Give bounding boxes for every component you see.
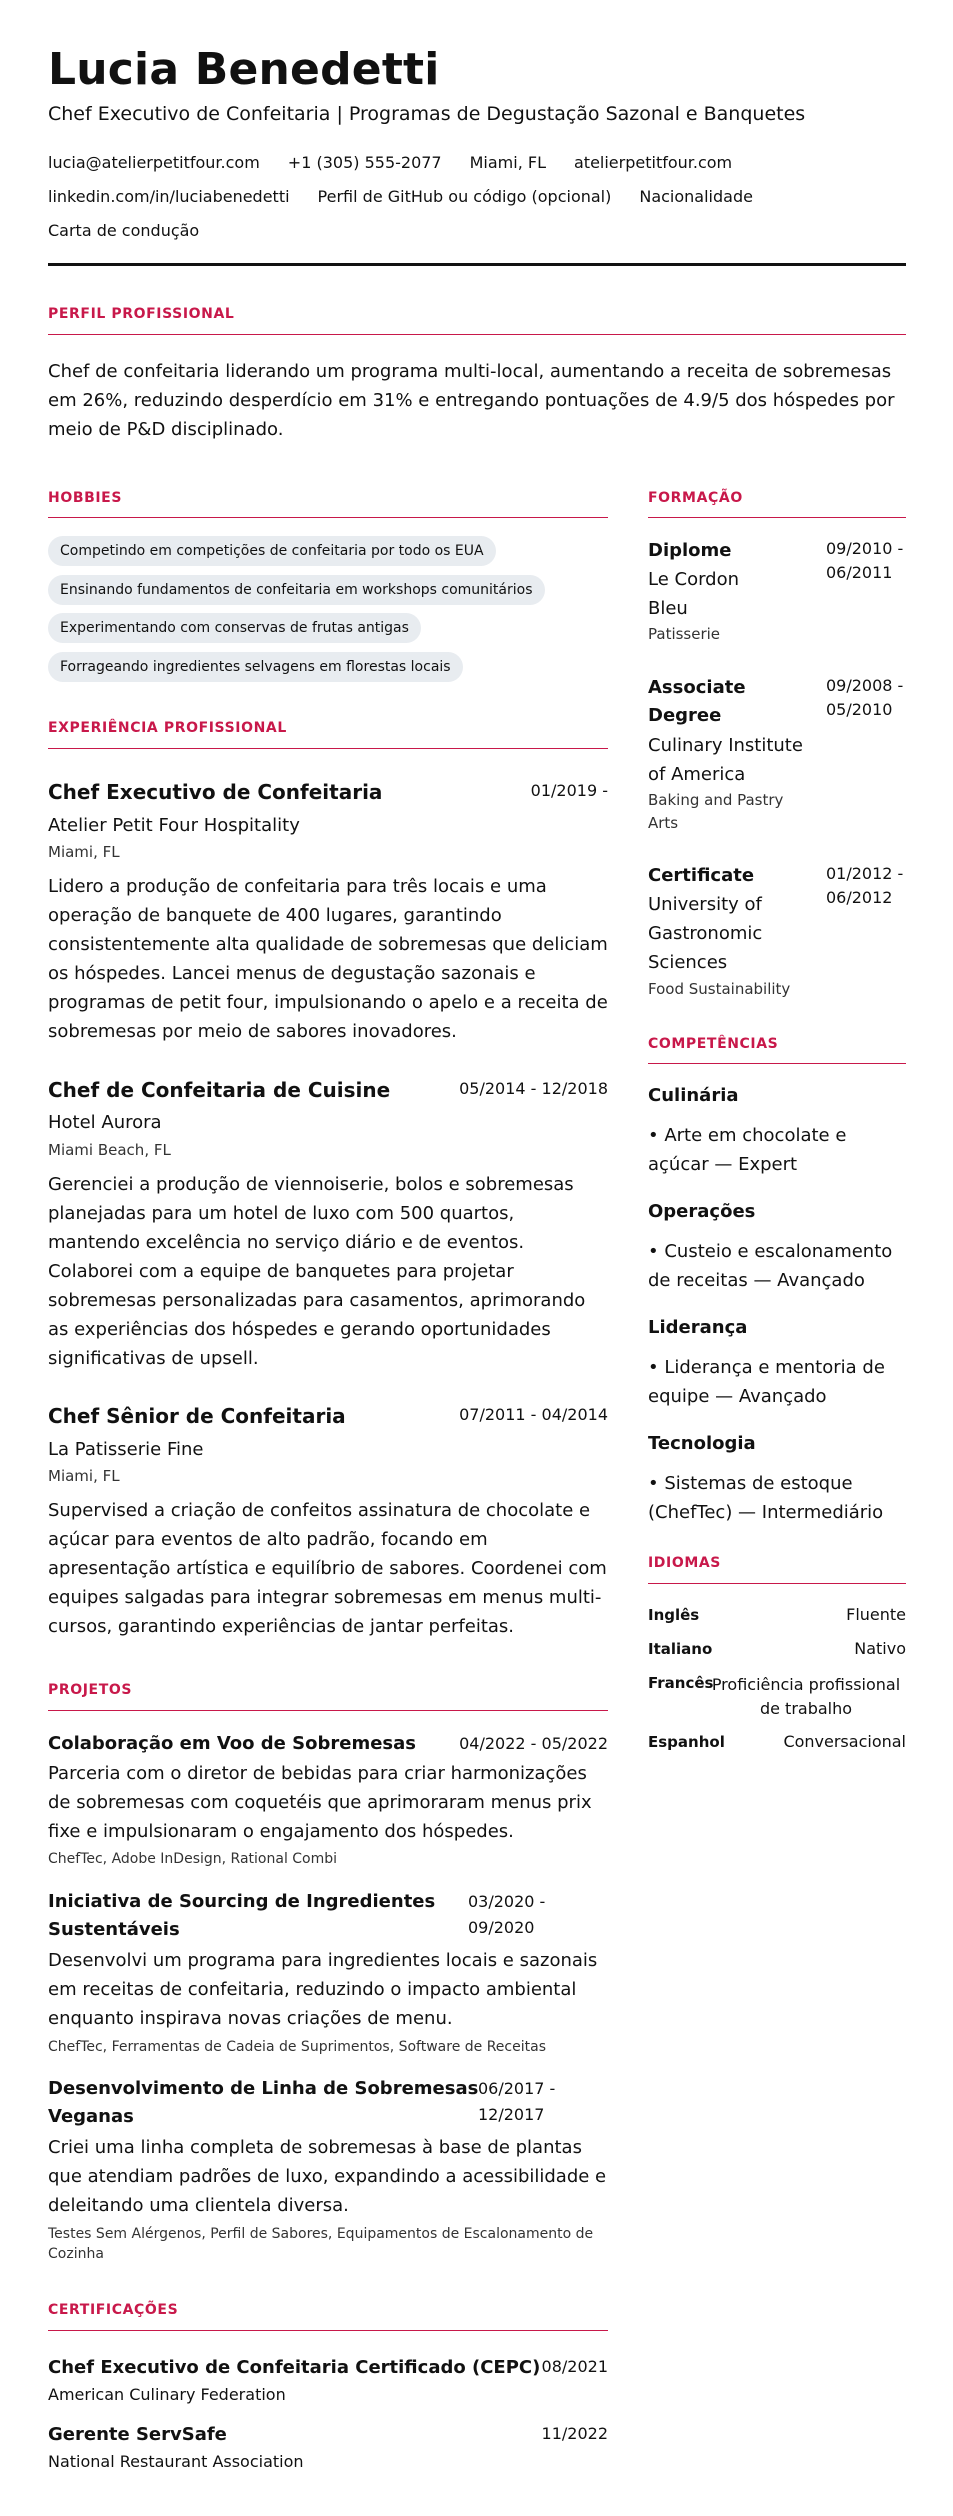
certification-title: Chef Executivo de Confeitaria Certificado (CEPC) [48,2357,541,2378]
competency-item: • Custeio e escalonamento de receitas — Avançado [648,1241,893,1291]
education-degree: Associate Degree [648,677,746,726]
project-tech: Testes Sem Alérgenos, Perfil de Sabores, Equipamentos de Escalonamento de Cozinha [48,2226,594,2262]
contact-nationality: Nacionalidade [639,187,753,206]
project-title: Iniciativa de Sourcing de Ingredientes Sustentáveis [48,1891,436,1940]
contact-email[interactable]: lucia@atelierpetitfour.com [48,153,260,172]
project-tech: ChefTec, Adobe InDesign, Rational Combi [48,1851,338,1867]
job-company: Atelier Petit Four Hospitality [48,815,300,836]
profile-section-title: PERFIL PROFISSIONAL [48,306,235,322]
experience-section-rule [48,748,608,749]
hobby-chip: Ensinando fundamentos de confeitaria em workshops comunitários [48,575,545,605]
job-date: 05/2014 - 12/2018 [459,1079,608,1098]
project-date: 06/2017 - 12/2017 [478,2079,556,2124]
language-level: Proficiência profissional de trabalho [711,1675,901,1718]
hobby-chip: Forrageando ingredientes selvagens em florestas locais [48,652,463,682]
competency-category: Liderança [648,1317,748,1338]
project-tech: ChefTec, Ferramentas de Cadeia de Suprimentos, Software de Receitas [48,2039,546,2055]
job-description: Supervised a criação de confeitos assinatura de chocolate e açúcar para eventos de alto padrão, focando em apresentação artística e equilíbrio de sabores. Coordenei com equipes salgadas para integrar sobremesas em menus multi-cursos, garantindo experiências de jantar perfeitas. [48,1500,607,1637]
competency-category: Tecnologia [648,1433,756,1454]
experience-section-title: EXPERIÊNCIA PROFISSIONAL [48,720,287,736]
education-school: Le Cordon Bleu [648,569,740,619]
job-location: Miami Beach, FL [48,1141,171,1159]
education-date: 09/2008 - 05/2010 [826,676,904,719]
education-degree: Certificate [648,865,755,886]
job-description: Lidero a produção de confeitaria para três locais e uma operação de banquete de 400 lugares, garantindo consistentemente alta qualidade de sobremesas que deliciam os hóspedes. Lancei menus de degustação sazonais e programas de petit four, impulsionando o apelo e a receita de sobremesas por meio de sabores inovadores. [48,876,608,1042]
language-name: Espanhol [648,1733,725,1751]
project-title: Desenvolvimento de Linha de Sobremesas Veganas [48,2078,479,2127]
education-date: 01/2012 - 06/2012 [826,864,904,907]
sidebar-column [648,0,906,2516]
language-level: Fluente [846,1605,906,1624]
job-location: Miami, FL [48,843,120,861]
contact-license: Carta de condução [48,221,200,240]
project-date: 04/2022 - 05/2022 [459,1734,608,1753]
education-school: Culinary Institute of America [648,735,803,785]
competencies-section-title: COMPETÊNCIAS [648,1036,779,1052]
job-title: Chef de Confeitaria de Cuisine [48,1078,391,1102]
competency-item: • Arte em chocolate e açúcar — Expert [648,1125,847,1175]
language-name: Italiano [648,1640,713,1658]
competency-category: Operações [648,1201,756,1222]
certification-date: 08/2021 [541,2357,608,2376]
education-school: University of Gastronomic Sciences [648,894,763,973]
project-description: Parceria com o diretor de bebidas para criar harmonizações de sobremesas com coquetéis que aprimoraram menus prix fixe e impulsionaram o engajamento dos hóspedes. [48,1763,592,1842]
contact-website[interactable]: atelierpetitfour.com [573,153,733,172]
job-date: 07/2011 - 04/2014 [459,1405,608,1424]
languages-section-title: IDIOMAS [648,1555,721,1571]
job-title: Chef Sênior de Confeitaria [48,1404,346,1428]
languages-section-rule [648,1583,906,1584]
education-field: Baking and Pastry Arts [648,791,784,832]
language-name: Inglês [648,1606,700,1624]
job-description: Gerenciei a produção de viennoiserie, bolos e sobremesas planejadas para um hotel de luxo com 500 quartos, mantendo excelência no serviço diário e de eventos. Colaborei com a equipe de banquetes para projetar sobremesas personalizadas para casamentos, aprimorando as experiências dos hóspedes e gerando oportunidades significativas de upsell. [48,1174,586,1369]
certification-title: Gerente ServSafe [48,2424,227,2445]
contact-github: Perfil de GitHub ou código (opcional) [317,187,612,206]
language-level: Conversacional [783,1732,906,1751]
certifications-section-title: CERTIFICAÇÕES [48,2302,179,2318]
education-field: Patisserie [648,625,721,643]
candidate-tagline: Chef Executivo de Confeitaria | Programas de Degustação Sazonal e Banquetes [48,103,806,125]
certification-org: National Restaurant Association [48,2452,304,2471]
competencies-section-rule [648,1063,906,1064]
education-degree: Diplome [648,540,732,561]
profile-summary: Chef de confeitaria liderando um programa multi-local, aumentando a receita de sobremesas em 26%, reduzindo desperdício em 31% e entregando pontuações de 4.9/5 dos hóspedes por meio de P&D disciplinado. [48,361,895,440]
competency-item: • Liderança e mentoria de equipe — Avançado [648,1357,885,1407]
hobby-chip: Experimentando com conservas de frutas antigas [48,613,421,643]
candidate-name: Lucia Benedetti [48,44,440,95]
job-location: Miami, FL [48,1467,120,1485]
project-description: Desenvolvi um programa para ingredientes locais e sazonais em receitas de confeitaria, reduzindo o impacto ambiental enquanto inspirava novas criações de menu. [48,1950,598,2029]
certification-org: American Culinary Federation [48,2385,286,2404]
job-company: Hotel Aurora [48,1112,162,1133]
hobby-chip: Competindo em competições de confeitaria por todo os EUA [48,536,496,566]
project-date: 03/2020 - 09/2020 [468,1892,546,1937]
hobbies-section-rule [48,517,608,518]
project-description: Criei uma linha completa de sobremesas à base de plantas que atendiam padrões de luxo, expandindo a acessibilidade e deleitando uma clientela diversa. [48,2137,607,2216]
certification-date: 11/2022 [541,2424,608,2443]
contact-linkedin[interactable]: linkedin.com/in/luciabenedetti [48,187,290,206]
hobbies-section-title: HOBBIES [48,490,123,506]
contact-location: Miami, FL [469,153,546,172]
certifications-section-rule [48,2330,608,2331]
language-level: Nativo [854,1639,906,1658]
language-name: Francês [648,1674,714,1692]
job-title: Chef Executivo de Confeitaria [48,780,383,804]
education-section-title: FORMAÇÃO [648,490,743,506]
contact-phone[interactable]: +1 (305) 555-2077 [287,153,442,172]
competency-item: • Sistemas de estoque (ChefTec) — Intermediário [648,1473,884,1523]
education-date: 09/2010 - 06/2011 [826,539,904,582]
project-title: Colaboração em Voo de Sobremesas [48,1733,416,1754]
education-field: Food Sustainability [648,980,791,998]
competency-category: Culinária [648,1085,739,1106]
education-section-rule [648,517,906,518]
job-date: 01/2019 - [530,781,608,800]
projects-section-rule [48,1710,608,1711]
job-company: La Patisserie Fine [48,1439,204,1460]
projects-section-title: PROJETOS [48,1682,133,1698]
